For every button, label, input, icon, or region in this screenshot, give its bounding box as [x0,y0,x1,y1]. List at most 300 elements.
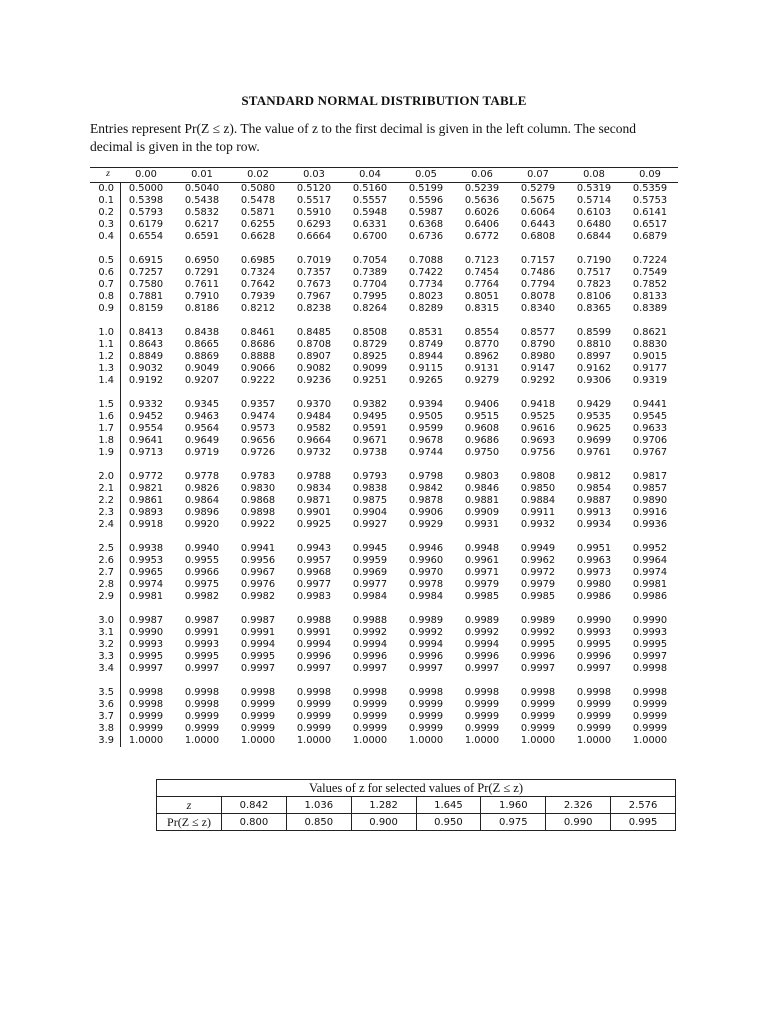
selected-p-value: 0.800 [222,814,287,831]
table-row [90,351,678,363]
probability-cell: 0.9993 [184,639,220,650]
table-row [90,687,678,699]
probability-cell: 0.8315 [464,303,500,314]
z-value: 1.2 [98,351,114,362]
selected-z-value: 1.282 [351,797,416,814]
probability-cell: 0.8289 [408,303,444,314]
z-value: 3.5 [98,687,114,698]
probability-cell: 0.9990 [128,627,164,638]
probability-cell: 0.8599 [576,327,612,338]
probability-cell: 0.7291 [184,267,220,278]
probability-cell: 0.9988 [352,615,388,626]
probability-cell: 0.5438 [184,195,220,206]
probability-cell: 0.9993 [128,639,164,650]
z-value: 1.5 [98,399,114,410]
probability-cell: 0.9916 [632,507,668,518]
probability-cell: 0.9961 [464,555,500,566]
selected-p-value: 0.990 [546,814,611,831]
column-header: 0.04 [359,169,381,180]
group-spacer [90,243,678,255]
probability-cell: 0.5080 [240,183,276,194]
probability-cell: 0.7054 [352,255,388,266]
probability-cell: 0.8708 [296,339,332,350]
table-row [90,471,678,483]
intro-line-2: decimal is given in the top row. [90,139,260,154]
probability-cell: 0.8749 [408,339,444,350]
probability-cell: 0.5948 [352,207,388,218]
table-row [90,627,678,639]
group-spacer [90,603,678,615]
probability-cell: 0.9989 [520,615,556,626]
selected-values-caption: Values of z for selected values of Pr(Z ≤ z) [157,780,676,797]
probability-cell: 0.9999 [352,723,388,734]
probability-cell: 0.9778 [184,471,220,482]
table-row [90,255,678,267]
probability-cell: 0.9826 [184,483,220,494]
probability-cell: 0.9418 [520,399,556,410]
probability-cell: 0.7324 [240,267,276,278]
probability-cell: 0.5832 [184,207,220,218]
probability-cell: 0.7549 [632,267,668,278]
probability-cell: 1.0000 [576,735,612,746]
probability-cell: 0.9898 [240,507,276,518]
table-row [90,207,678,219]
selected-p-value: 0.975 [481,814,546,831]
probability-cell: 0.7881 [128,291,164,302]
table-row [90,483,678,495]
probability-cell: 0.9983 [296,591,332,602]
probability-cell: 0.9545 [632,411,668,422]
z-value: 1.8 [98,435,114,446]
probability-cell: 0.9850 [520,483,556,494]
probability-cell: 0.9474 [240,411,276,422]
probability-cell: 0.7454 [464,267,500,278]
probability-cell: 0.9896 [184,507,220,518]
probability-cell: 0.5714 [576,195,612,206]
probability-cell: 0.8051 [464,291,500,302]
probability-cell: 0.9906 [408,507,444,518]
probability-cell: 0.9967 [240,567,276,578]
probability-cell: 0.8461 [240,327,276,338]
probability-cell: 0.5239 [464,183,500,194]
probability-cell: 0.7157 [520,255,556,266]
table-row [90,495,678,507]
table-row [90,567,678,579]
probability-cell: 0.6255 [240,219,276,230]
probability-cell: 0.9854 [576,483,612,494]
z-value: 1.3 [98,363,114,374]
probability-cell: 0.9996 [576,651,612,662]
probability-cell: 0.6141 [632,207,668,218]
probability-cell: 0.9997 [184,663,220,674]
probability-cell: 0.9991 [240,627,276,638]
probability-cell: 0.9265 [408,375,444,386]
probability-cell: 0.9999 [240,711,276,722]
probability-cell: 0.5871 [240,207,276,218]
probability-cell: 0.7704 [352,279,388,290]
probability-cell: 0.9994 [464,639,500,650]
probability-cell: 0.8907 [296,351,332,362]
probability-cell: 0.9857 [632,483,668,494]
selected-z-value: 1.036 [286,797,351,814]
probability-cell: 0.9974 [632,567,668,578]
probability-cell: 0.9999 [184,723,220,734]
z-value: 0.9 [98,303,114,314]
probability-cell: 0.9616 [520,423,556,434]
probability-cell: 0.9599 [408,423,444,434]
probability-cell: 0.9162 [576,363,612,374]
probability-cell: 0.9099 [352,363,388,374]
probability-cell: 0.6879 [632,231,668,242]
z-value: 3.4 [98,663,114,674]
probability-cell: 0.7734 [408,279,444,290]
probability-cell: 0.9990 [632,615,668,626]
probability-cell: 0.9808 [520,471,556,482]
probability-cell: 0.6179 [128,219,164,230]
probability-cell: 0.9713 [128,447,164,458]
probability-cell: 0.9979 [520,579,556,590]
probability-cell: 0.9982 [184,591,220,602]
z-value: 1.6 [98,411,114,422]
table-row [90,219,678,231]
probability-cell: 0.9370 [296,399,332,410]
table-row [90,507,678,519]
probability-cell: 1.0000 [296,735,332,746]
probability-cell: 0.8531 [408,327,444,338]
probability-cell: 0.9999 [184,711,220,722]
probability-cell: 0.9945 [352,543,388,554]
probability-cell: 0.9946 [408,543,444,554]
probability-cell: 0.9962 [520,555,556,566]
z-value: 0.0 [98,183,114,194]
probability-cell: 0.6103 [576,207,612,218]
probability-cell: 0.9999 [520,711,556,722]
probability-cell: 0.6915 [128,255,164,266]
probability-cell: 0.9573 [240,423,276,434]
probability-cell: 0.9830 [240,483,276,494]
probability-cell: 0.9999 [408,699,444,710]
probability-cell: 0.9999 [632,723,668,734]
probability-cell: 0.6664 [296,231,332,242]
probability-cell: 0.9997 [240,663,276,674]
probability-cell: 0.9981 [632,579,668,590]
table-row [90,579,678,591]
probability-cell: 0.9998 [184,699,220,710]
probability-cell: 0.9821 [128,483,164,494]
probability-cell: 0.9803 [464,471,500,482]
probability-cell: 0.9909 [464,507,500,518]
probability-cell: 0.9999 [240,723,276,734]
selected-p-value: 0.950 [416,814,481,831]
table-row [90,375,678,387]
z-value: 3.6 [98,699,114,710]
selected-z-value: 0.842 [222,797,287,814]
probability-cell: 0.9279 [464,375,500,386]
probability-cell: 0.9985 [464,591,500,602]
probability-cell: 0.9788 [296,471,332,482]
probability-cell: 1.0000 [184,735,220,746]
probability-cell: 0.9997 [128,663,164,674]
probability-cell: 0.5557 [352,195,388,206]
probability-cell: 0.9633 [632,423,668,434]
probability-cell: 0.9732 [296,447,332,458]
probability-cell: 0.9995 [128,651,164,662]
probability-cell: 0.9922 [240,519,276,530]
z-value: 0.3 [98,219,114,230]
probability-cell: 0.9812 [576,471,612,482]
probability-cell: 0.5120 [296,183,332,194]
probability-cell: 0.8133 [632,291,668,302]
z-value: 2.6 [98,555,114,566]
probability-cell: 0.8365 [576,303,612,314]
probability-cell: 0.9994 [296,639,332,650]
probability-cell: 0.6368 [408,219,444,230]
probability-cell: 0.9936 [632,519,668,530]
probability-cell: 0.6700 [352,231,388,242]
selected-z-row [157,797,676,814]
table-row [90,651,678,663]
probability-cell: 0.9999 [128,711,164,722]
z-value: 0.8 [98,291,114,302]
probability-cell: 0.9756 [520,447,556,458]
probability-cell: 0.9484 [296,411,332,422]
probability-cell: 0.9066 [240,363,276,374]
column-header: 0.03 [303,169,325,180]
table-row [90,711,678,723]
probability-cell: 0.9699 [576,435,612,446]
probability-cell: 0.9980 [576,579,612,590]
probability-cell: 0.7764 [464,279,500,290]
probability-cell: 0.9406 [464,399,500,410]
probability-cell: 0.8413 [128,327,164,338]
probability-cell: 0.9994 [408,639,444,650]
probability-cell: 0.9964 [632,555,668,566]
z-value: 2.8 [98,579,114,590]
selected-z-value: 2.576 [611,797,676,814]
probability-cell: 0.9761 [576,447,612,458]
selected-z-value: 2.326 [546,797,611,814]
probability-cell: 0.9998 [632,663,668,674]
z-value: 3.3 [98,651,114,662]
probability-cell: 0.7642 [240,279,276,290]
probability-cell: 0.9772 [128,471,164,482]
probability-cell: 1.0000 [352,735,388,746]
z-value: 0.5 [98,255,114,266]
column-header: 0.06 [471,169,493,180]
probability-cell: 0.9719 [184,447,220,458]
probability-cell: 0.9319 [632,375,668,386]
probability-cell: 0.9975 [184,579,220,590]
probability-cell: 0.9441 [632,399,668,410]
probability-cell: 0.9992 [408,627,444,638]
probability-cell: 0.9996 [296,651,332,662]
probability-cell: 0.9222 [240,375,276,386]
z-value: 3.9 [98,735,114,746]
probability-cell: 0.9147 [520,363,556,374]
probability-cell: 0.5359 [632,183,668,194]
normal-distribution-table [90,167,678,747]
column-header: 0.09 [639,169,661,180]
table-row [90,339,678,351]
table-row [90,735,678,747]
probability-cell: 0.8159 [128,303,164,314]
table-row [90,303,678,315]
probability-cell: 0.9940 [184,543,220,554]
probability-cell: 0.9535 [576,411,612,422]
probability-cell: 0.9948 [464,543,500,554]
probability-cell: 0.9429 [576,399,612,410]
probability-cell: 0.9996 [408,651,444,662]
probability-cell: 0.9842 [408,483,444,494]
column-header: 0.02 [247,169,269,180]
probability-cell: 0.9932 [520,519,556,530]
table-row [90,519,678,531]
probability-cell: 0.5753 [632,195,668,206]
probability-cell: 0.9726 [240,447,276,458]
probability-cell: 0.9949 [520,543,556,554]
probability-cell: 0.9901 [296,507,332,518]
probability-cell: 0.9925 [296,519,332,530]
probability-cell: 0.5793 [128,207,164,218]
probability-cell: 0.5910 [296,207,332,218]
probability-cell: 0.9941 [240,543,276,554]
probability-cell: 0.9887 [576,495,612,506]
probability-cell: 0.9998 [296,687,332,698]
group-spacer [90,675,678,687]
probability-cell: 0.8264 [352,303,388,314]
probability-cell: 0.8888 [240,351,276,362]
intro-text [90,120,680,156]
probability-cell: 0.9995 [576,639,612,650]
probability-cell: 0.9960 [408,555,444,566]
probability-cell: 0.9750 [464,447,500,458]
probability-cell: 0.9625 [576,423,612,434]
probability-cell: 0.9664 [296,435,332,446]
probability-cell: 0.9998 [576,687,612,698]
probability-cell: 0.7967 [296,291,332,302]
probability-cell: 0.9649 [184,435,220,446]
probability-cell: 0.9989 [408,615,444,626]
probability-cell: 0.5000 [128,183,164,194]
probability-cell: 0.8770 [464,339,500,350]
probability-cell: 0.7939 [240,291,276,302]
probability-cell: 0.7224 [632,255,668,266]
probability-cell: 1.0000 [632,735,668,746]
table-row [90,231,678,243]
probability-cell: 0.9987 [240,615,276,626]
probability-cell: 0.9357 [240,399,276,410]
probability-cell: 0.8485 [296,327,332,338]
probability-cell: 0.8621 [632,327,668,338]
probability-cell: 0.9956 [240,555,276,566]
probability-cell: 0.9977 [352,579,388,590]
probability-cell: 0.7580 [128,279,164,290]
probability-cell: 1.0000 [240,735,276,746]
probability-cell: 0.9999 [632,711,668,722]
column-header: 0.00 [135,169,157,180]
selected-p-value: 0.850 [286,814,351,831]
probability-cell: 0.9987 [184,615,220,626]
probability-cell: 0.9306 [576,375,612,386]
probability-cell: 0.9998 [408,687,444,698]
table-row [90,279,678,291]
probability-cell: 0.9974 [128,579,164,590]
probability-cell: 0.9251 [352,375,388,386]
probability-cell: 0.9999 [576,711,612,722]
probability-cell: 1.0000 [128,735,164,746]
probability-cell: 0.9911 [520,507,556,518]
probability-cell: 0.9971 [464,567,500,578]
probability-cell: 0.9992 [520,627,556,638]
probability-cell: 0.7910 [184,291,220,302]
probability-cell: 0.9995 [632,639,668,650]
probability-cell: 0.5199 [408,183,444,194]
probability-cell: 0.9738 [352,447,388,458]
probability-cell: 0.5478 [240,195,276,206]
z-value: 2.1 [98,483,114,494]
probability-cell: 0.9999 [520,699,556,710]
table-row [90,423,678,435]
probability-cell: 0.9992 [352,627,388,638]
probability-cell: 0.9999 [352,711,388,722]
probability-cell: 0.9991 [296,627,332,638]
probability-cell: 0.6293 [296,219,332,230]
probability-cell: 0.9798 [408,471,444,482]
probability-cell: 0.9997 [296,663,332,674]
page-title: STANDARD NORMAL DISTRIBUTION TABLE [241,93,527,108]
probability-cell: 0.7257 [128,267,164,278]
table-row [90,411,678,423]
probability-cell: 1.0000 [464,735,500,746]
probability-cell: 0.9817 [632,471,668,482]
probability-cell: 0.9394 [408,399,444,410]
probability-cell: 0.7357 [296,267,332,278]
probability-cell: 0.5675 [520,195,556,206]
probability-cell: 0.9976 [240,579,276,590]
probability-cell: 0.9495 [352,411,388,422]
probability-cell: 0.9554 [128,423,164,434]
table-row [90,195,678,207]
probability-cell: 0.7794 [520,279,556,290]
probability-cell: 0.9999 [576,723,612,734]
table-row [90,399,678,411]
probability-cell: 0.9890 [632,495,668,506]
z-value: 1.4 [98,375,114,386]
probability-cell: 0.9131 [464,363,500,374]
probability-cell: 0.9938 [128,543,164,554]
probability-cell: 0.8508 [352,327,388,338]
probability-cell: 0.8389 [632,303,668,314]
probability-cell: 0.9999 [128,723,164,734]
intro-line-1: Entries represent Pr(Z ≤ z). The value of z to the first decimal is given in the left column. The second [90,121,636,136]
probability-cell: 0.9987 [128,615,164,626]
table-row [90,267,678,279]
z-value: 1.9 [98,447,114,458]
probability-cell: 0.9846 [464,483,500,494]
table-row [90,639,678,651]
probability-cell: 0.9966 [184,567,220,578]
probability-cell: 0.8186 [184,303,220,314]
probability-cell: 0.8023 [408,291,444,302]
probability-cell: 0.8925 [352,351,388,362]
z-value: 3.7 [98,711,114,722]
probability-cell: 0.9783 [240,471,276,482]
probability-cell: 0.8643 [128,339,164,350]
probability-cell: 0.8810 [576,339,612,350]
z-value: 2.5 [98,543,114,554]
probability-cell: 0.9927 [352,519,388,530]
probability-cell: 0.9505 [408,411,444,422]
